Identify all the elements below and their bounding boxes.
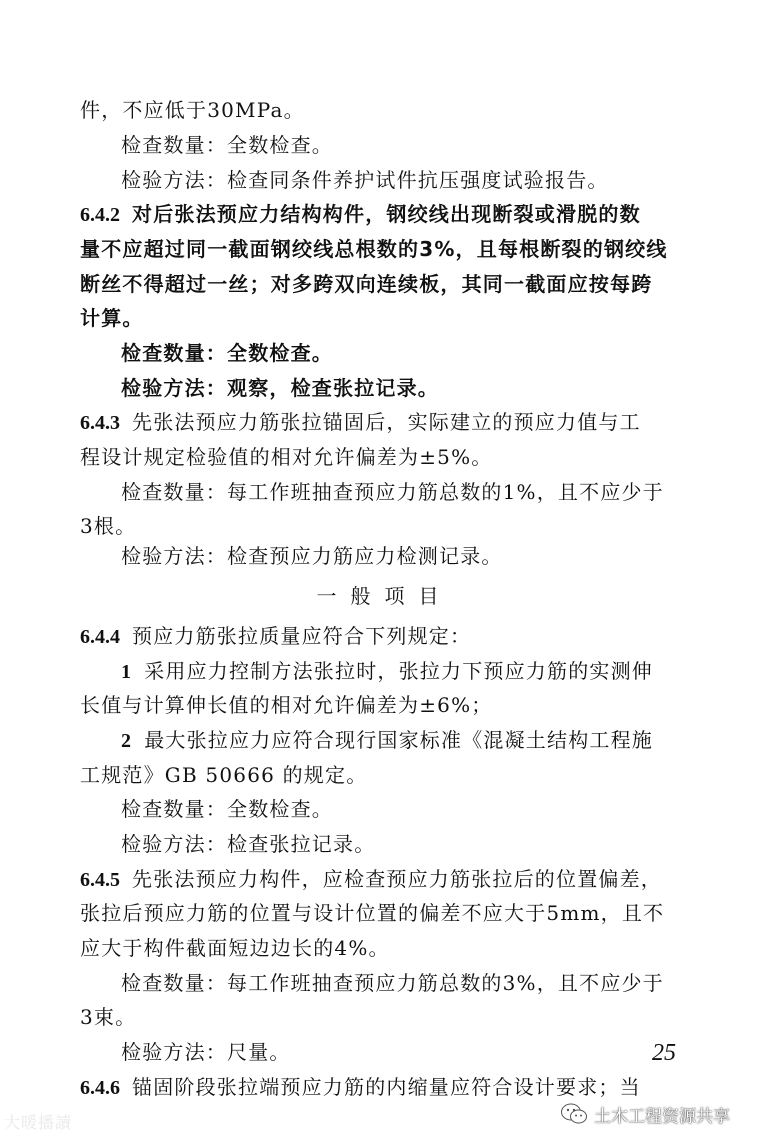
item-text: 采用应力控制方法张拉时，张拉力下预应力筋的实测伸 [144, 659, 654, 683]
text-line: 量不应超过同一截面钢绞线总根数的3%，且每根断裂的钢绞线 [80, 237, 668, 261]
item-text: 最大张拉应力应符合现行国家标准《混凝土结构工程施 [144, 728, 654, 752]
watermark-right [560, 1100, 730, 1128]
text-line: 检查数量：每工作班抽查预应力筋总数的1%，且不应少于 [121, 480, 664, 504]
text-line: 计算。 [80, 306, 144, 330]
clause-6-4-5 [80, 863, 662, 896]
clause-number: 6.4.3 [80, 412, 120, 434]
text-line: 检查数量：全数检查。 [121, 133, 333, 157]
text-line: 检查数量：全数检查。 [121, 341, 333, 365]
text-line: 3束。 [80, 1005, 137, 1029]
text-line: 检验方法：检查同条件养护试件抗压强度试验报告。 [121, 168, 609, 192]
text-line: 断丝不得超过一丝；对多跨双向连续板，其同一截面应按每跨 [80, 272, 653, 296]
text-line: 长值与计算伸长值的相对允许偏差为±6%； [80, 693, 493, 717]
list-item [121, 655, 653, 688]
clause-number: 6.4.4 [80, 626, 120, 648]
text-line: 检验方法：观察，检查张拉记录。 [121, 376, 439, 400]
clause-6-4-3 [80, 406, 641, 439]
clause-6-4-2 [80, 198, 641, 231]
wechat-icon [560, 1102, 588, 1126]
text-line: 件，不应低于30MPa。 [80, 98, 305, 122]
text-line: 检验方法：尺量。 [121, 1040, 291, 1064]
clause-number: 6.4.6 [80, 1077, 120, 1099]
watermark-right-text: 土木工程资源共享 [594, 1106, 730, 1127]
text-line: 检查数量：每工作班抽查预应力筋总数的3%，且不应少于 [121, 971, 664, 995]
clause-6-4-4 [80, 620, 471, 653]
text-line: 应大于构件截面短边边长的4%。 [80, 936, 390, 960]
clause-number: 6.4.5 [80, 869, 120, 891]
clause-number: 6.4.2 [80, 204, 120, 226]
text-line: 检验方法：检查预应力筋应力检测记录。 [121, 544, 503, 568]
clause-text: 预应力筋张拉质量应符合下列规定： [132, 624, 472, 648]
item-number: 2 [121, 730, 133, 752]
section-heading: 一般项目 [316, 584, 453, 608]
page-number: 25 [652, 1040, 676, 1066]
text-line: 工规范》GB 50666 的规定。 [80, 763, 368, 787]
text-line: 程设计规定检验值的相对允许偏差为±5%。 [80, 445, 493, 469]
clause-text: 锚固阶段张拉端预应力筋的内缩量应符合设计要求；当 [132, 1075, 641, 1099]
clause-text: 先张法预应力筋张拉锚固后，实际建立的预应力值与工 [132, 410, 641, 434]
text-line: 检验方法：检查张拉记录。 [121, 832, 376, 856]
watermark-left: 大暖播讀 [4, 1113, 73, 1132]
item-number: 1 [121, 661, 133, 683]
clause-6-4-6 [80, 1071, 641, 1104]
text-line: 检查数量：全数检查。 [121, 797, 333, 821]
clause-text: 先张法预应力构件，应检查预应力筋张拉后的位置偏差， [132, 867, 662, 891]
text-line: 张拉后预应力筋的位置与设计位置的偏差不应大于5mm，且不 [80, 901, 665, 925]
list-item [121, 724, 653, 757]
text-line: 3根。 [80, 514, 137, 538]
clause-text: 对后张法预应力结构构件，钢绞线出现断裂或滑脱的数 [132, 202, 641, 226]
